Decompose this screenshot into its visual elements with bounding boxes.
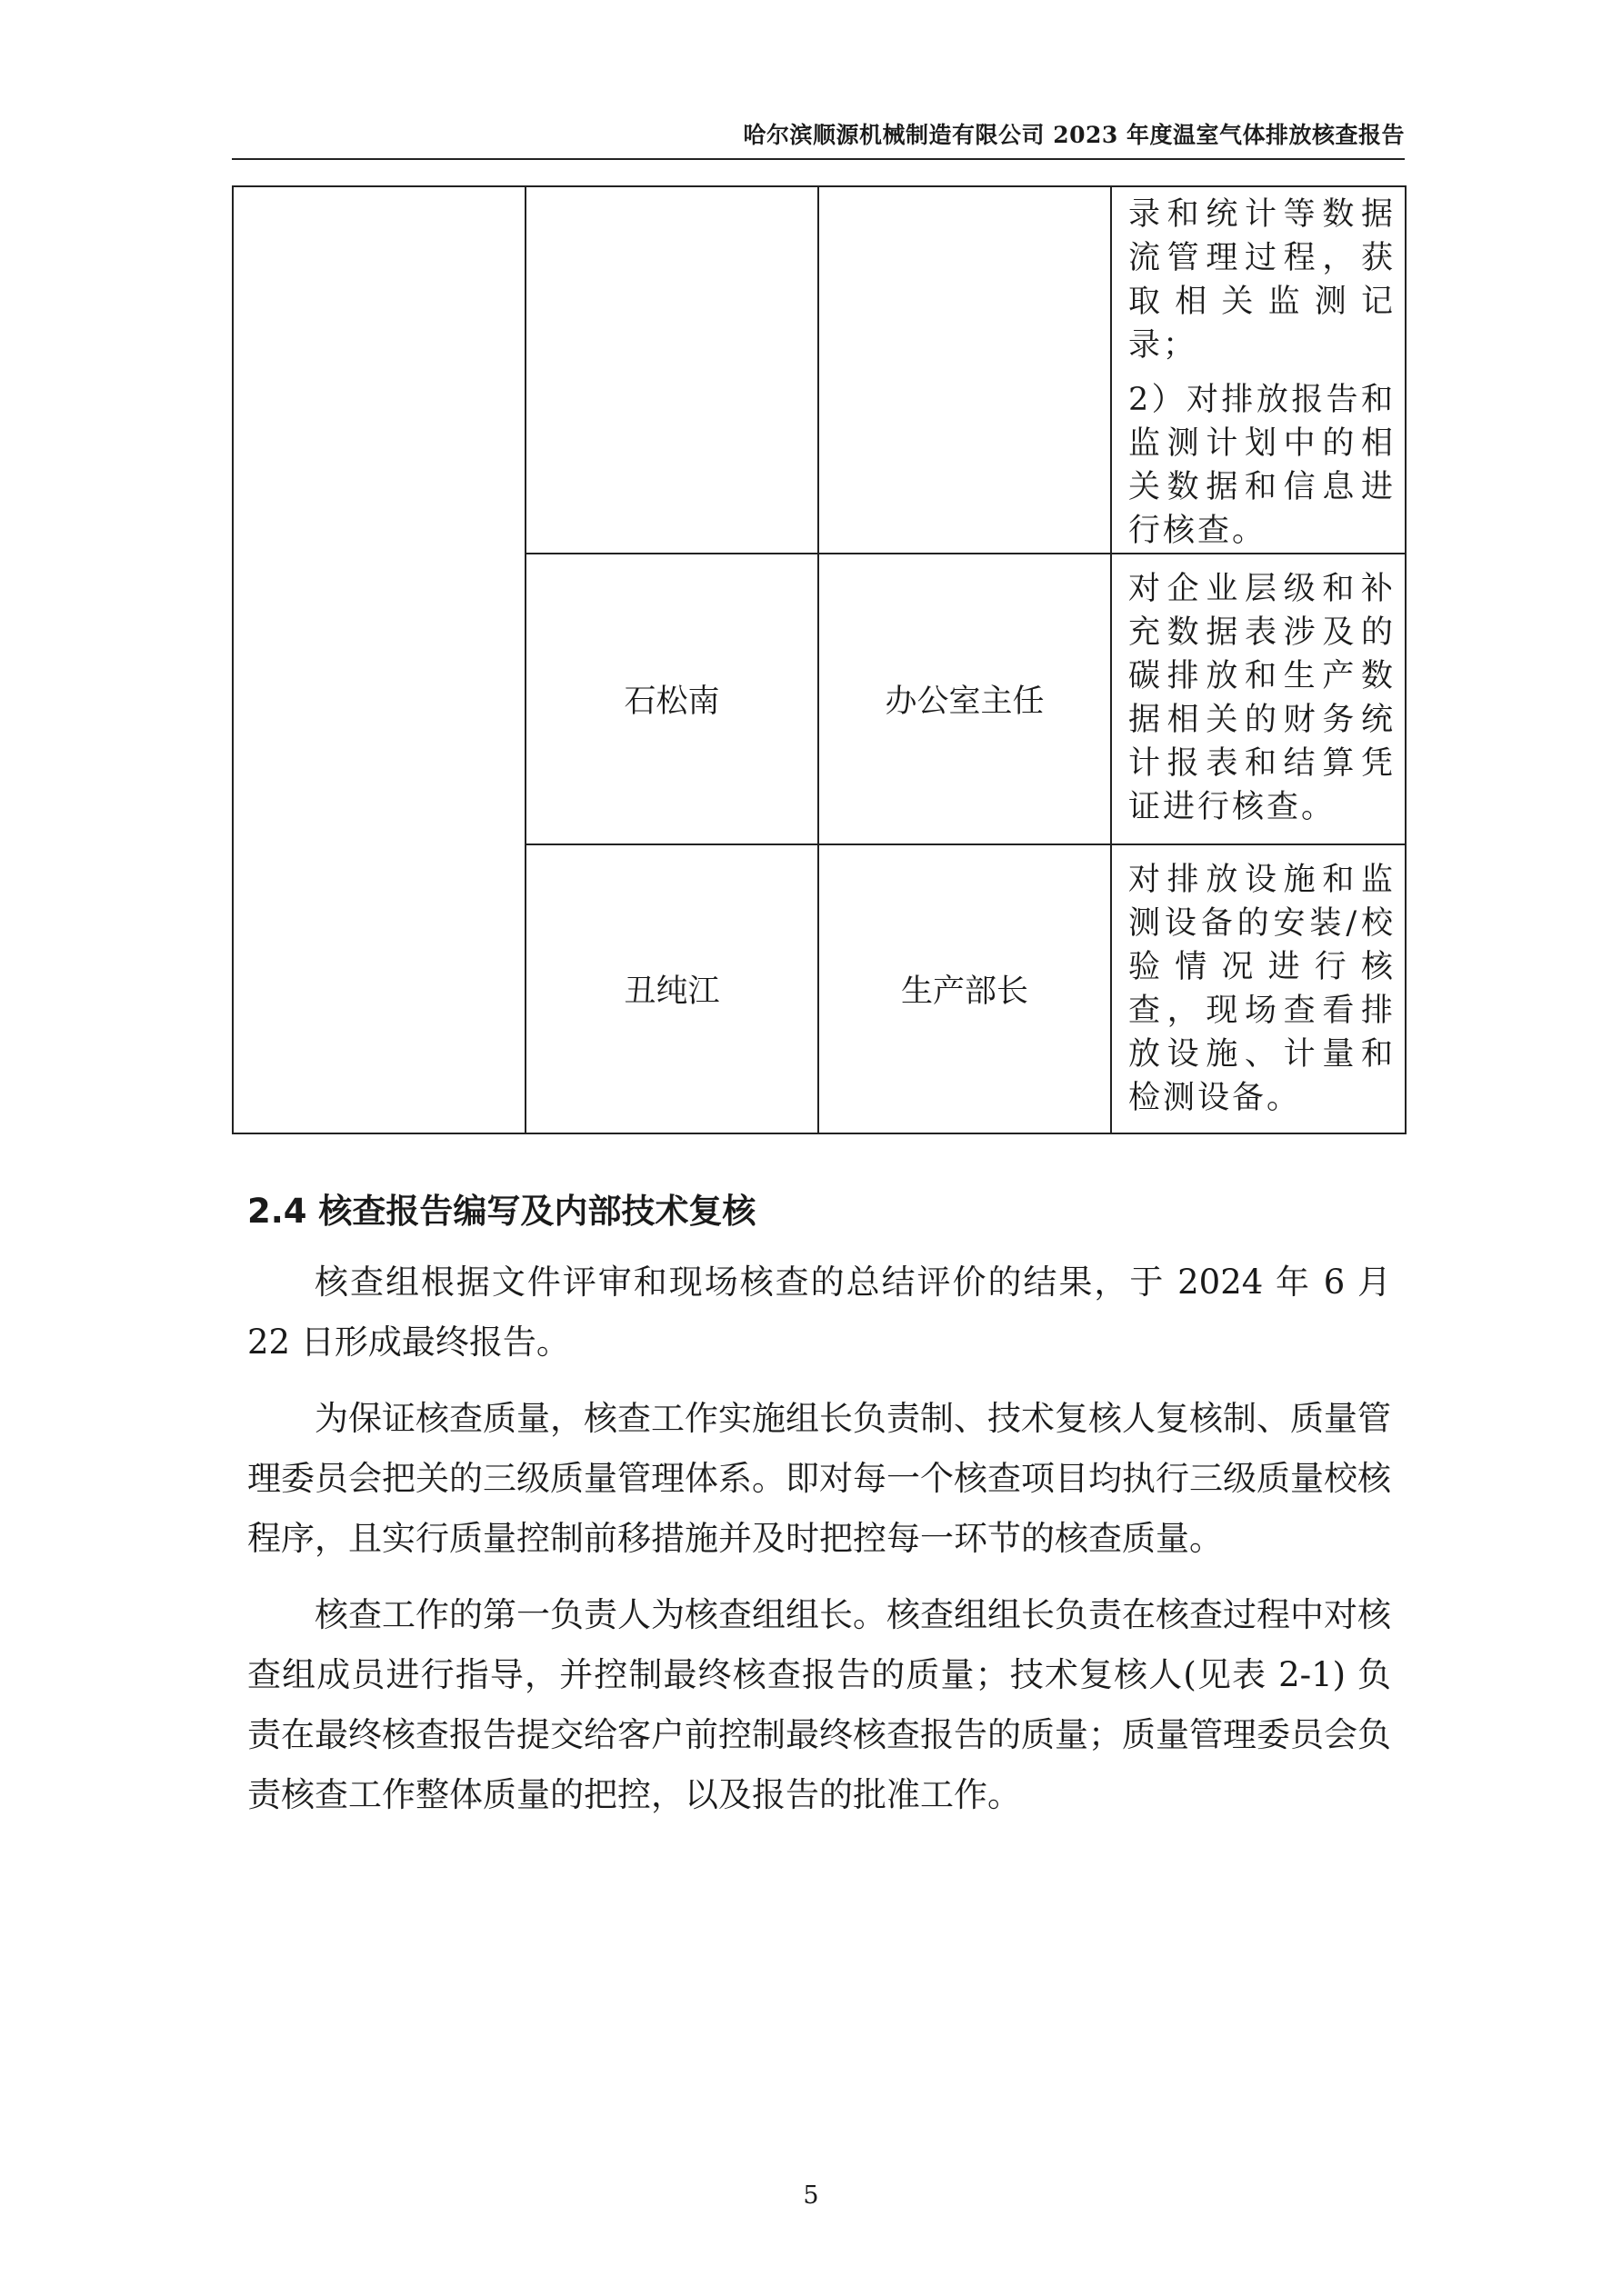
page-number: 5	[803, 2181, 819, 2210]
task-cell	[1111, 844, 1406, 1133]
paragraph: 核查工作的第一负责人为核查组组长。核查组组长负责在核查过程中对核查组成员进行指导，并控制最终核查报告的质量；技术复核人(见表 2-1) 负责在最终核查报告提交给客户前控制最终核查报告的质量；质量管理委员会负责核查工作整体质量的把控，以及报告的批准工作。	[247, 1595, 1391, 1814]
section-body	[247, 1253, 1391, 1842]
section-heading: 2.4 核查报告编写及内部技术复核	[247, 1192, 756, 1231]
position-cell: 生产部长	[818, 844, 1111, 1133]
task-cell	[1111, 186, 1406, 554]
task-text: 录和统计等数据流管理过程，获取相关监测记录；	[1128, 196, 1396, 364]
task-text: 对排放设施和监测设备的安装/校验情况进行核查，现场查看排放设施、计量和检测设备。	[1128, 862, 1396, 1116]
name-cell: 丑纯江	[526, 844, 818, 1133]
paragraph: 为保证核查质量，核查工作实施组长负责制、技术复核人复核制、质量管理委员会把关的三级质量管理体系。即对每一个核查项目均执行三级质量校核程序，且实行质量控制前移措施并及时把控每一环节的核查质量。	[247, 1399, 1391, 1558]
name-cell	[526, 186, 818, 554]
position-cell: 办公室主任	[818, 554, 1111, 844]
task-cell	[1111, 554, 1406, 844]
header-title: 哈尔滨顺源机械制造有限公司 2023 年度温室气体排放核查报告	[743, 122, 1405, 148]
task-text: 对企业层级和补充数据表涉及的碳排放和生产数据相关的财务统计报表和结算凭证进行核查。	[1128, 571, 1396, 825]
name-cell: 石松南	[526, 554, 818, 844]
page-header	[232, 116, 1405, 160]
table-row	[233, 186, 1406, 554]
position-cell	[818, 186, 1111, 554]
verification-team-table	[232, 185, 1407, 1134]
group-cell	[233, 186, 526, 1133]
paragraph: 核查组根据文件评审和现场核查的总结评价的结果，于 2024 年 6 月 22 日形成最终报告。	[247, 1263, 1391, 1362]
task-text: 2）对排放报告和监测计划中的相关数据和信息进行核查。	[1128, 382, 1396, 549]
